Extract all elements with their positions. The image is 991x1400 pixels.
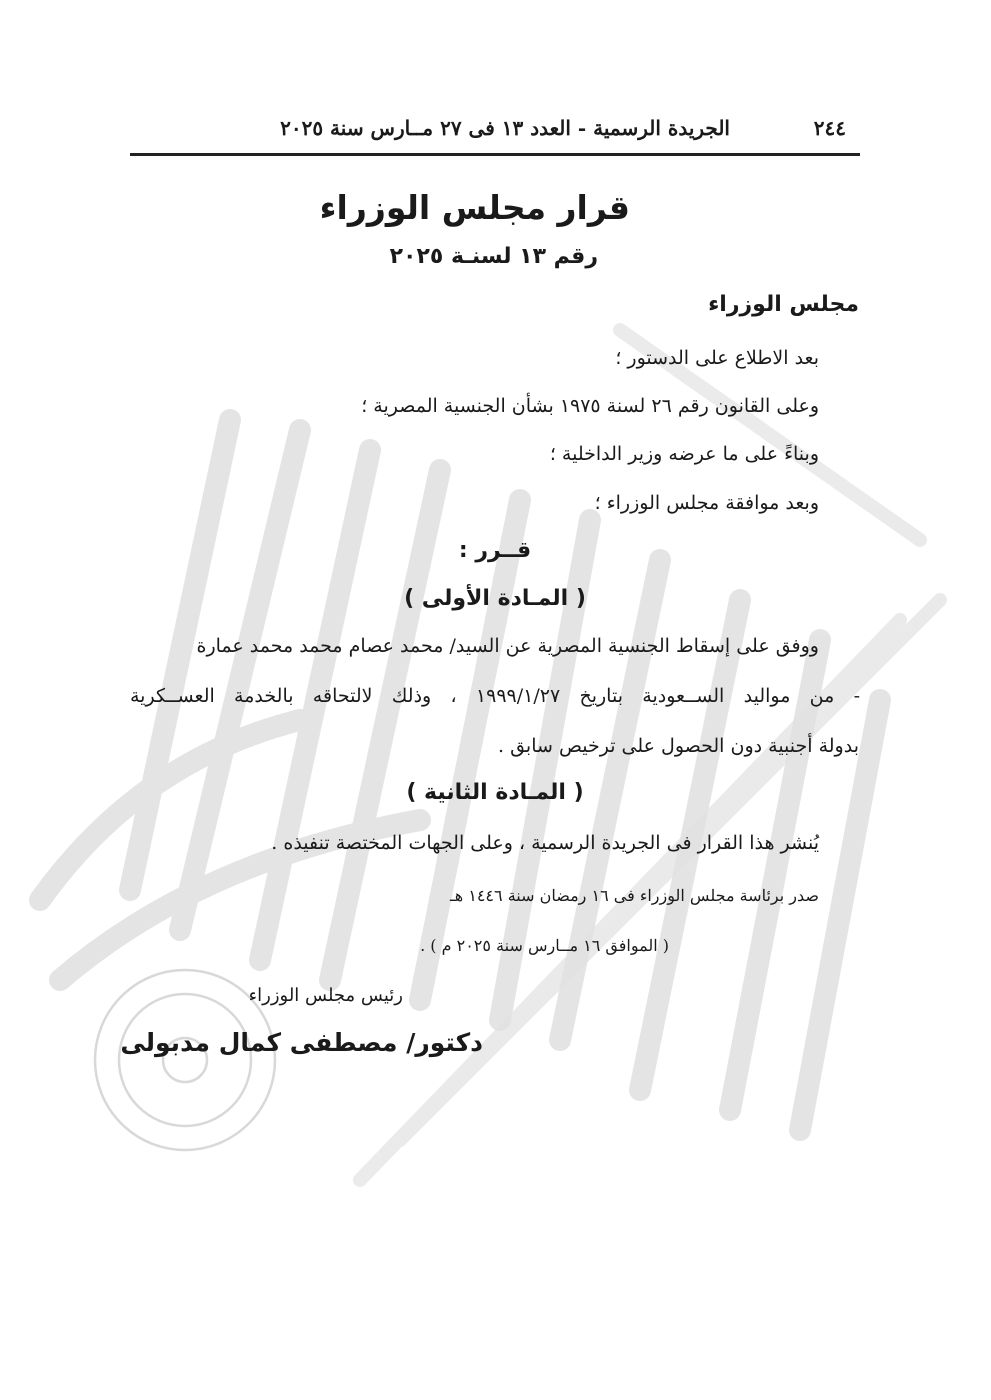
article-2-text: يُنشر هذا القرار فى الجريدة الرسمية ، وعلى الجهات المختصة تنفيذه . (271, 832, 819, 854)
article-1-line: بدولة أجنبية دون الحصول على ترخيص سابق . (498, 735, 859, 757)
header-rule (130, 153, 860, 156)
preamble-line: بعد الاطلاع على الدستور ؛ (615, 347, 819, 369)
page-number: ٢٤٤ (813, 116, 846, 140)
article-1-line: - من مواليد الســعودية بتاريخ ١٩٩٩/١/٢٧ ، وذلك لالتحاقه بالخدمة العســكرية (130, 685, 860, 707)
preamble-line: وبعد موافقة مجلس الوزراء ؛ (594, 492, 819, 514)
article-1-heading: ( المـادة الأولى ) (404, 586, 586, 611)
journal-issue-line: الجريدة الرسمية - العدد ١٣ فى ٢٧ مــارس سنة ٢٠٢٥ (280, 116, 730, 140)
decree-number: رقم ١٣ لسنـة ٢٠٢٥ (389, 244, 598, 269)
decided-label: قــرر : (458, 538, 532, 563)
article-1-line: ووفق على إسقاط الجنسية المصرية عن السيد/ محمد عصام محمد محمد عمارة (196, 635, 819, 657)
running-header (130, 108, 860, 148)
issued-date-gregorian: ( الموافق ١٦ مــارس سنة ٢٠٢٥ م ) . (420, 936, 669, 955)
article-2-heading: ( المـادة الثانية ) (406, 780, 584, 805)
preamble-line: وبناءً على ما عرضه وزير الداخلية ؛ (549, 443, 819, 465)
issuer-heading: مجلس الوزراء (708, 292, 859, 317)
signatory-name: دكتور/ مصطفى كمال مدبولى (120, 1028, 483, 1057)
preamble-line: وعلى القانون رقم ٢٦ لسنة ١٩٧٥ بشأن الجنسية المصرية ؛ (361, 395, 819, 417)
decree-title: قرار مجلس الوزراء (319, 188, 630, 227)
issued-date-hijri: صدر برئاسة مجلس الوزراء فى ١٦ رمضان سنة ١٤٤٦ هـ (450, 886, 819, 905)
signatory-title: رئيس مجلس الوزراء (248, 985, 403, 1006)
